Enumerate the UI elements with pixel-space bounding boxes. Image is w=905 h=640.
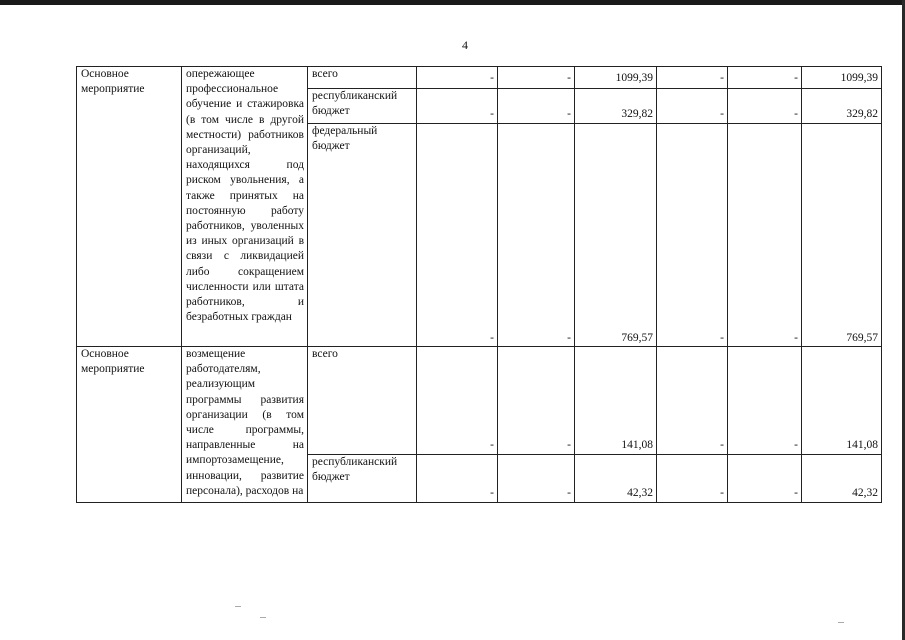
scan-top-border — [0, 0, 905, 5]
value-cell: - — [490, 108, 494, 120]
value-cell: 42,32 — [852, 487, 878, 499]
value-cell: - — [720, 332, 724, 344]
value-cell: - — [794, 108, 798, 120]
source-cell: республиканский бюджет — [312, 456, 398, 484]
scan-speck — [260, 617, 266, 618]
table-border-right — [881, 66, 882, 503]
source-cell: республиканский бюджет — [312, 90, 398, 118]
value-cell: 1099,39 — [840, 72, 878, 84]
table-border-left — [76, 66, 77, 503]
measure-type-cell: Основное мероприятие — [81, 348, 145, 376]
measure-type-cell: Основное мероприятие — [81, 68, 145, 96]
source-cell: всего — [312, 68, 338, 80]
column-divider — [181, 66, 182, 503]
scan-speck — [838, 622, 844, 623]
column-divider — [307, 66, 308, 503]
value-cell: - — [567, 487, 571, 499]
value-cell: 329,82 — [621, 108, 653, 120]
measure-description-cell: возмещение работодателям, реализующим программы развития организации (в том числе программы, направленные на импортозамещение, инновации, развитие персонала), расходов на — [186, 348, 304, 497]
scan-speck — [235, 606, 241, 607]
value-cell: - — [567, 332, 571, 344]
table-border-bottom — [76, 502, 882, 503]
value-cell: - — [490, 72, 494, 84]
value-cell: - — [490, 487, 494, 499]
value-cell: - — [720, 108, 724, 120]
source-cell: всего — [312, 348, 338, 360]
value-cell: 42,32 — [627, 487, 653, 499]
value-cell: 141,08 — [846, 439, 878, 451]
page-number: 4 — [462, 38, 468, 52]
value-cell: - — [490, 439, 494, 451]
value-cell: 769,57 — [621, 332, 653, 344]
value-cell: - — [794, 487, 798, 499]
value-cell: - — [567, 108, 571, 120]
value-cell: 329,82 — [846, 108, 878, 120]
measure-description-cell: опережающее профессиональное обучение и стажировка (в том числе в другой местности) работников организаций, находящихся под риском увольнения, а также принятых на постоянную работу работников, уволенных из иных организаций в связи с ликвидацией либо сокращением численности или штата работников, и безработных граждан — [186, 68, 304, 324]
column-divider — [574, 66, 575, 503]
column-divider — [497, 66, 498, 503]
column-divider — [801, 66, 802, 503]
column-divider — [727, 66, 728, 503]
value-cell: - — [720, 72, 724, 84]
column-divider — [416, 66, 417, 503]
value-cell: - — [794, 332, 798, 344]
value-cell: - — [794, 72, 798, 84]
value-cell: - — [490, 332, 494, 344]
value-cell: - — [794, 439, 798, 451]
value-cell: - — [720, 487, 724, 499]
value-cell: 141,08 — [621, 439, 653, 451]
value-cell: - — [720, 439, 724, 451]
value-cell: - — [567, 439, 571, 451]
value-cell: 769,57 — [846, 332, 878, 344]
value-cell: - — [567, 72, 571, 84]
source-cell: федеральный бюджет — [312, 125, 378, 153]
column-divider — [656, 66, 657, 503]
value-cell: 1099,39 — [615, 72, 653, 84]
